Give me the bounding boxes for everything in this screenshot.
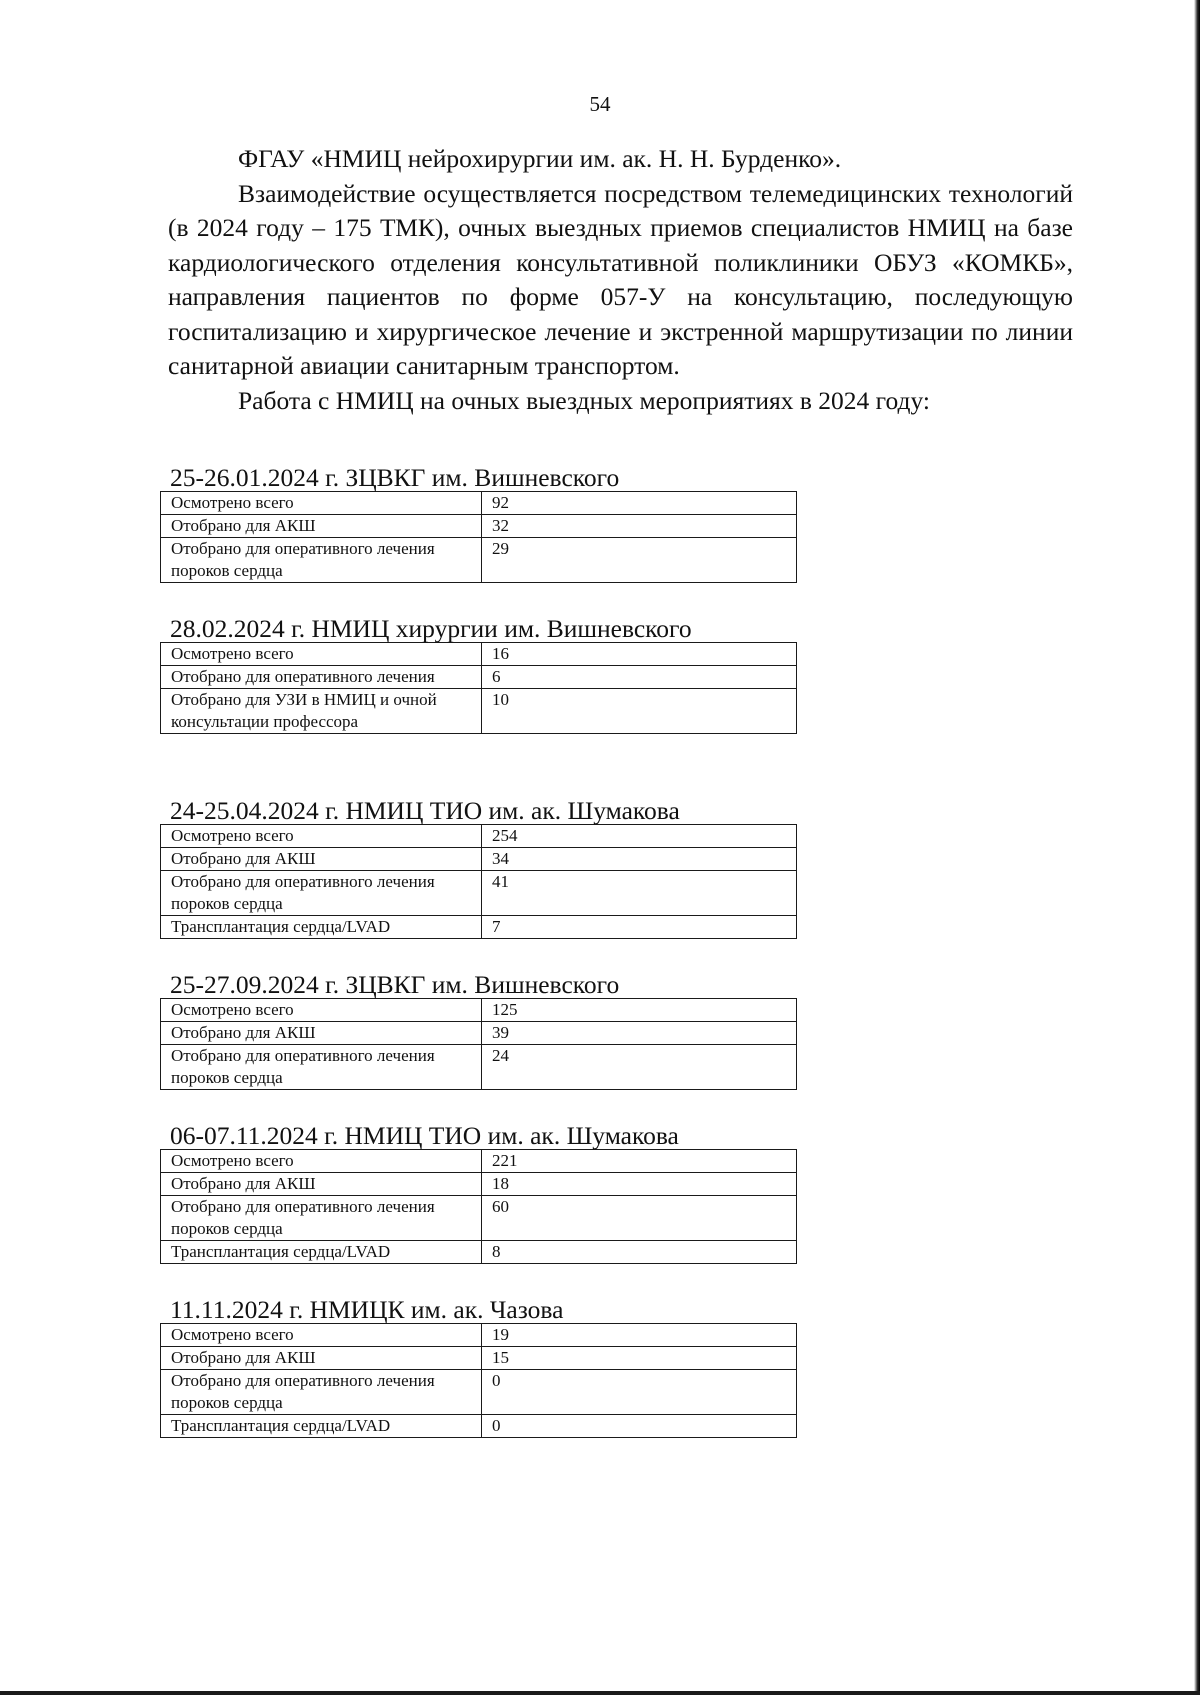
section-heading: 25-27.09.2024 г. ЗЦВКГ им. Вишневского [170,970,620,999]
paragraph-institution: ФГАУ «НМИЦ нейрохирургии им. ак. Н. Н. Бурденко». [238,144,842,173]
stats-table [160,642,797,734]
row-label: Трансплантация сердца/LVAD [161,916,482,939]
table-row [161,1241,797,1264]
row-label: Отобрано для оперативного лечения пороков сердца [161,538,482,583]
table-row [161,1415,797,1438]
table-row [161,666,797,689]
row-value: 60 [482,1196,797,1241]
table-row [161,1022,797,1045]
row-label: Отобрано для АКШ [161,848,482,871]
section-heading: 11.11.2024 г. НМИЦК им. ак. Чазова [170,1295,564,1324]
row-value: 10 [482,689,797,734]
row-value: 0 [482,1370,797,1415]
row-value: 8 [482,1241,797,1264]
table-row [161,492,797,515]
table-row [161,515,797,538]
row-value: 24 [482,1045,797,1090]
stats-table [160,824,797,939]
stats-table [160,491,797,583]
section-heading: 28.02.2024 г. НМИЦ хирургии им. Вишневского [170,614,692,643]
row-label: Отобрано для оперативного лечения пороков сердца [161,1045,482,1090]
row-label: Осмотрено всего [161,643,482,666]
row-value: 92 [482,492,797,515]
row-label: Отобрано для оперативного лечения пороков сердца [161,1370,482,1415]
table-row [161,1370,797,1415]
section-visit-6 [160,1295,800,1438]
row-label: Отобрано для АКШ [161,1347,482,1370]
table-row [161,538,797,583]
row-label: Отобрано для оперативного лечения пороков сердца [161,871,482,916]
section-heading: 06-07.11.2024 г. НМИЦ ТИО им. ак. Шумакова [170,1121,679,1150]
row-value: 221 [482,1150,797,1173]
row-value: 7 [482,916,797,939]
table-row [161,1347,797,1370]
paragraph-work-intro: Работа с НМИЦ на очных выездных мероприятиях в 2024 году: [238,385,930,415]
table-row [161,825,797,848]
section-visit-1 [160,463,800,583]
row-value: 125 [482,999,797,1022]
page-edge-right [1194,0,1200,1695]
section-heading: 24-25.04.2024 г. НМИЦ ТИО им. ак. Шумакова [170,796,680,825]
row-value: 18 [482,1173,797,1196]
table-row [161,999,797,1022]
stats-table [160,1149,797,1264]
table-row [161,1196,797,1241]
section-visit-4 [160,970,800,1090]
stats-table [160,1323,797,1438]
row-label: Трансплантация сердца/LVAD [161,1415,482,1438]
page-number: 54 [589,92,611,116]
row-label: Отобрано для АКШ [161,515,482,538]
table-row [161,871,797,916]
row-label: Отобрано для АКШ [161,1173,482,1196]
stats-table [160,998,797,1090]
row-value: 19 [482,1324,797,1347]
table-row [161,689,797,734]
section-heading: 25-26.01.2024 г. ЗЦВКГ им. Вишневского [170,463,620,492]
table-row [161,1150,797,1173]
section-visit-5 [160,1121,800,1264]
row-label: Трансплантация сердца/LVAD [161,1241,482,1264]
page-edge-bottom [0,1691,1200,1695]
row-value: 34 [482,848,797,871]
row-value: 39 [482,1022,797,1045]
row-label: Осмотрено всего [161,1150,482,1173]
row-label: Отобрано для оперативного лечения пороков сердца [161,1196,482,1241]
paragraph-interaction: Взаимодействие осуществляется посредством телемедицинских технологий (в 2024 году – 175 ТМК), очных выездных приемов специалистов НМИЦ на базе кардиологического отделения консультативной поликлиники ОБУЗ «КОМКБ», направления пациентов по форме 057-У на консультацию, последующую госпитализацию и хирургическое лечение и экстренной маршрутизации по линии санитарной авиации санитарным транспортом. [168,178,1073,380]
row-value: 6 [482,666,797,689]
section-visit-3 [160,796,800,939]
row-label: Осмотрено всего [161,825,482,848]
row-label: Отобрано для оперативного лечения [161,666,482,689]
body-text [168,142,1073,418]
row-value: 32 [482,515,797,538]
row-label: Осмотрено всего [161,999,482,1022]
row-value: 16 [482,643,797,666]
table-row [161,1045,797,1090]
row-value: 254 [482,825,797,848]
table-row [161,643,797,666]
section-visit-2 [160,614,800,734]
row-label: Осмотрено всего [161,1324,482,1347]
row-value: 15 [482,1347,797,1370]
row-label: Отобрано для УЗИ в НМИЦ и очной консультации профессора [161,689,482,734]
row-label: Осмотрено всего [161,492,482,515]
table-row [161,1173,797,1196]
row-value: 29 [482,538,797,583]
row-value: 41 [482,871,797,916]
row-value: 0 [482,1415,797,1438]
table-row [161,848,797,871]
table-row [161,916,797,939]
table-row [161,1324,797,1347]
row-label: Отобрано для АКШ [161,1022,482,1045]
